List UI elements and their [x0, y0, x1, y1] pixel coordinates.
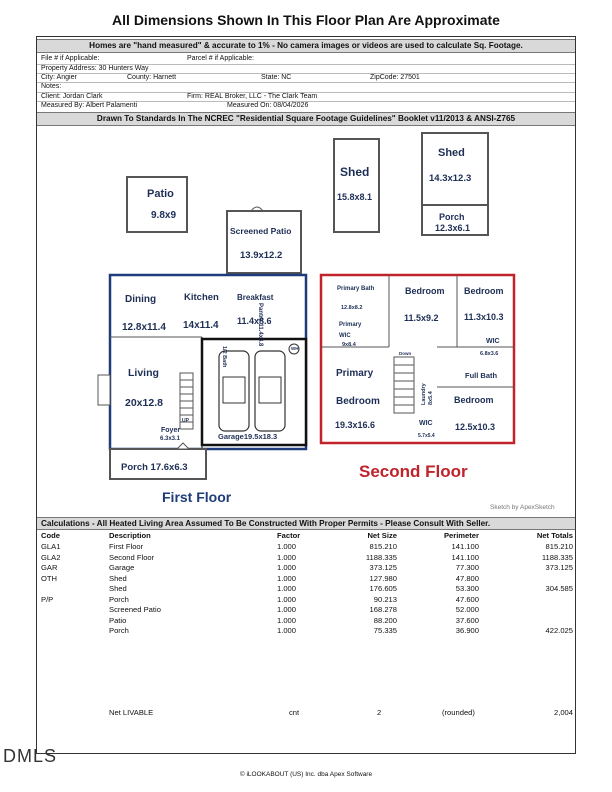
- shed-label: Shed: [340, 165, 370, 179]
- calc-row-factor: 1.000: [277, 542, 297, 551]
- calc-row-net-size: 90.213: [373, 594, 397, 604]
- stairs-up-label: UP: [182, 418, 189, 424]
- calc-row-perimeter: 52.000: [455, 605, 479, 614]
- patio-outline: [127, 177, 187, 232]
- calc-row-code: P/P: [41, 594, 54, 604]
- primary-bath-label: Primary Bath: [337, 286, 375, 292]
- mls-watermark: DMLS: [3, 746, 58, 766]
- hand-measured-notice: Homes are "hand measured" & accurate to 1% - No camera images or videos are used to calculate Sq. Footage.: [37, 39, 575, 53]
- notes: Notes:: [41, 83, 62, 90]
- second-floor-caption: Second Floor: [359, 462, 468, 481]
- footer-copyright: © iLOOKABOUT (US) Inc. dba Apex Software: [239, 771, 373, 778]
- calc-row-perimeter: 53.300: [455, 584, 479, 593]
- kitchen-dimensions: 14x11.4: [183, 320, 219, 331]
- calc-header-code: Code: [41, 531, 60, 540]
- patio-label: Patio: [147, 188, 174, 200]
- calc-row-perimeter: 141.100: [451, 542, 479, 551]
- bedroom-3-label: Bedroom: [454, 395, 494, 405]
- primary-wic-dimensions: 9x8.4: [342, 342, 356, 348]
- calc-row-perimeter: 36.900: [455, 626, 479, 635]
- calc-row-factor: 1.000: [277, 563, 297, 572]
- patio-dimensions: 9.8x9: [151, 210, 177, 221]
- calc-header-perimeter: Perimeter: [443, 531, 479, 540]
- net-livable-cnt: cnt: [289, 708, 300, 717]
- calc-row-net-size: 815.210: [369, 542, 397, 551]
- calc-row-factor: 1.000: [277, 626, 297, 635]
- calc-row-perimeter: 47.600: [455, 594, 479, 604]
- calc-row-factor: 1.000: [277, 615, 297, 625]
- state: State: NC: [261, 74, 292, 81]
- calc-row-code: GLA1: [41, 542, 61, 551]
- laundry-label: Laundry 8x5.4: [421, 383, 434, 405]
- calc-row-perimeter: 77.300: [455, 563, 479, 572]
- bedroom-2-dimensions: 11.3x10.3: [464, 312, 504, 322]
- calc-row-code: GAR: [41, 563, 58, 572]
- primary-bedroom-dimensions: 19.3x16.6: [335, 420, 376, 430]
- calc-row-description: Porch: [109, 594, 129, 604]
- pantry-label: Pantry 11.4x3.8: [257, 303, 263, 347]
- sketch-credit: Sketch by ApexSketch: [490, 504, 555, 511]
- calc-row-net-size: 88.200: [373, 615, 397, 625]
- kitchen-label: Kitchen: [184, 292, 219, 303]
- screened-patio-dimensions: 13.9x12.2: [240, 250, 283, 261]
- shed-2-dimensions: 14.3x12.3: [429, 173, 472, 184]
- calc-row-net-total: 815.210: [545, 542, 573, 551]
- document-frame: [36, 36, 576, 754]
- wic-dimensions: 6.8x3.6: [480, 351, 499, 357]
- wic-label: WIC: [486, 338, 500, 345]
- calc-row-factor: 1.000: [277, 605, 297, 614]
- shed-dimensions: 15.8x8.1: [337, 192, 373, 202]
- living-dimensions: 20x12.8: [125, 397, 163, 409]
- calc-row-description: Garage: [109, 563, 135, 572]
- screened-patio-label: Screened Patio: [230, 226, 292, 236]
- county: County: Harnett: [127, 74, 177, 81]
- calc-row-description: First Floor: [109, 542, 144, 551]
- wic-2-dimensions: 5.7x5.4: [418, 433, 435, 439]
- calc-row-description: Screened Patio: [109, 605, 161, 614]
- calc-row-perimeter: 47.800: [455, 573, 479, 583]
- calc-row-factor: 1.000: [277, 552, 297, 562]
- calc-row-description: Patio: [109, 615, 127, 625]
- living-label: Living: [128, 367, 159, 379]
- first-floor-caption: First Floor: [162, 489, 232, 505]
- measured-on: Measured On: 08/04/2026: [227, 102, 309, 109]
- shed-outline: [334, 139, 379, 232]
- stairs-down-label: Down: [399, 351, 412, 356]
- file-number: File # if Applicable:: [41, 55, 100, 62]
- net-livable-label: Net LIVABLE: [109, 708, 154, 717]
- net-livable-count: 2: [377, 708, 382, 717]
- calc-header-description: Description: [109, 531, 151, 540]
- client: Client: Jordan Clark: [41, 93, 103, 100]
- zip-code: ZipCode: 27501: [370, 74, 420, 81]
- page-title: All Dimensions Shown In This Floor Plan Are Approximate: [112, 12, 500, 28]
- water-heater-label: WH: [291, 346, 299, 351]
- bedroom-3-dimensions: 12.5x10.3: [455, 422, 496, 432]
- calc-row-description: Second Floor: [109, 552, 155, 562]
- rear-porch-label: Porch: [439, 212, 465, 222]
- calc-row-description: Shed: [109, 584, 127, 593]
- calc-row-net-size: 75.335: [373, 626, 397, 635]
- calc-row-net-total: 1188.335: [541, 552, 573, 562]
- screened-patio-outline: [227, 211, 301, 273]
- calc-header-factor: Factor: [277, 531, 301, 540]
- foyer-dimensions: 6.3x3.1: [160, 436, 181, 442]
- calc-row-code: OTH: [41, 573, 58, 583]
- calc-header-net-size: Net Size: [367, 531, 397, 540]
- calc-row-perimeter: 37.600: [455, 615, 479, 625]
- foyer-label: Foyer: [161, 427, 181, 434]
- calc-row-perimeter: 141.100: [451, 552, 479, 562]
- garage-label: Garage19.5x18.3: [218, 432, 278, 441]
- breakfast-dimensions: 11.4x8.6: [237, 316, 272, 326]
- calc-row-factor: 1.000: [277, 573, 297, 583]
- calc-row-net-total: 373.125: [545, 563, 573, 572]
- calc-row-description: Shed: [109, 573, 127, 583]
- calc-row-factor: 1.000: [277, 584, 297, 593]
- primary-bedroom-label: Primary Bedroom: [336, 368, 380, 407]
- city: City: Angier: [41, 74, 77, 81]
- calc-row-description: Porch: [109, 626, 129, 635]
- second-floor-outline: [321, 275, 514, 443]
- calc-row-net-size: 127.980: [369, 573, 397, 583]
- standards-bar: Drawn To Standards In The NCREC "Residential Square Footage Guidelines" Booklet v11/2013 & ANSI-Z765: [37, 112, 575, 126]
- calc-header-net-total: Net Totals: [536, 531, 573, 540]
- calc-row-code: GLA2: [41, 552, 61, 562]
- firm: Firm: REAL Broker, LLC - The Clark Team: [187, 93, 318, 100]
- parcel-number: Parcel # if Applicable:: [187, 55, 254, 62]
- primary-wic-label: Primary WIC: [339, 322, 362, 339]
- floor-plan-drawing: [37, 37, 577, 517]
- calc-row-net-size: 373.125: [369, 563, 397, 572]
- net-livable-total: 2,004: [553, 708, 573, 717]
- breakfast-label: Breakfast: [237, 293, 274, 302]
- shed-2-label: Shed: [438, 147, 465, 159]
- bedroom-2-label: Bedroom: [464, 286, 504, 296]
- full-bath-label: Full Bath: [465, 371, 498, 380]
- property-address: Property Address: 30 Hunters Way: [41, 65, 149, 72]
- calc-row-factor: 1.000: [277, 594, 297, 604]
- front-porch-label: Porch 17.6x6.3: [121, 462, 188, 473]
- garage-outline: [202, 339, 306, 445]
- half-bath-label: 1/2 Bath: [221, 346, 227, 368]
- shed-outline-2: [422, 133, 488, 205]
- dining-dimensions: 12.8x11.4: [122, 322, 166, 333]
- calculations-title: Calculations - All Heated Living Area Assumed To Be Constructed With Proper Permits - Please Consult With Seller.: [37, 517, 575, 530]
- calc-row-net-size: 1188.335: [365, 552, 397, 562]
- rear-porch-dimensions: 12.3x6.1: [435, 223, 471, 233]
- bedroom-label: Bedroom: [405, 286, 445, 296]
- calc-row-net-size: 176.605: [369, 584, 397, 593]
- primary-bath-dimensions: 12.8x8.2: [341, 305, 363, 311]
- net-livable-rounded: (rounded): [442, 708, 475, 717]
- dining-label: Dining: [125, 294, 157, 305]
- measured-by: Measured By: Albert Palamenti: [41, 102, 138, 109]
- wic-2-label: WIC: [419, 420, 433, 427]
- calc-row-net-total: 304.585: [545, 584, 573, 593]
- calc-row-net-size: 168.278: [369, 605, 397, 614]
- calc-row-net-total: 422.025: [545, 626, 573, 635]
- bedroom-dimensions: 11.5x9.2: [404, 313, 439, 323]
